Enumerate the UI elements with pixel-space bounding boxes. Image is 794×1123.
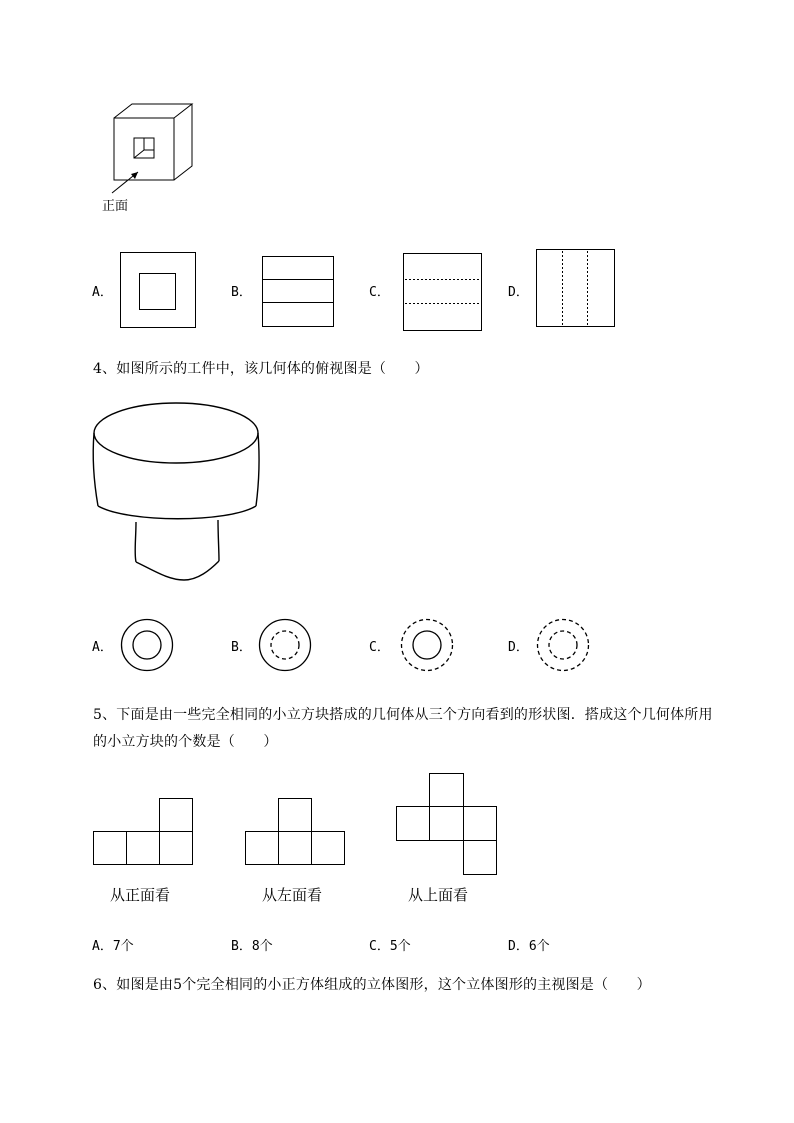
q3-option-b-label[interactable]: B． (231, 285, 252, 300)
q4-option-b-figure (258, 618, 312, 672)
q5-left-view-figure (245, 798, 347, 866)
q3-option-c-label[interactable]: C． (369, 285, 390, 300)
q5-front-view-figure (93, 798, 195, 866)
q3-option-a-figure (120, 252, 196, 328)
q5-option-a[interactable]: A．7个 (92, 939, 134, 954)
q3-option-a-label[interactable]: A． (92, 285, 113, 300)
q4-option-d-figure (536, 618, 590, 672)
q4-option-a-label[interactable]: A． (92, 640, 113, 655)
q4-option-d-label[interactable]: D． (508, 640, 529, 655)
q5-top-view-label: 从上面看 (408, 886, 469, 904)
q5-left-view-label: 从左面看 (262, 886, 323, 904)
q4-workpiece-figure (88, 398, 268, 588)
q3-option-c-figure (403, 253, 483, 331)
q4-option-c-label[interactable]: C． (369, 640, 390, 655)
q3-option-d-label[interactable]: D． (508, 285, 529, 300)
q4-option-c-figure (400, 618, 454, 672)
q3-option-d-figure (536, 249, 615, 328)
front-label: 正面 (102, 199, 129, 214)
q3-cube-figure (100, 100, 200, 190)
q4-option-a-figure (120, 618, 174, 672)
q5-front-view-label: 从正面看 (110, 886, 171, 904)
q3-option-b-figure (262, 256, 334, 328)
q5-question-text-line1: 5、下面是由一些完全相同的小立方块搭成的几何体从三个方向看到的形状图．搭成这个几何体所用 (93, 707, 713, 723)
q5-question-text-line2: 的小立方块的个数是（ ） (93, 734, 278, 750)
q4-option-b-label[interactable]: B． (231, 640, 252, 655)
q5-option-c[interactable]: C．5个 (369, 939, 411, 954)
q5-option-d[interactable]: D．6个 (508, 939, 550, 954)
q4-question-text: 4、如图所示的工件中，该几何体的俯视图是（ ） (93, 361, 429, 377)
q6-question-text: 6、如图是由5个完全相同的小正方体组成的立体图形，这个立体图形的主视图是（ ） (93, 977, 651, 993)
q5-top-view-figure (396, 773, 499, 876)
q5-option-b[interactable]: B．8个 (231, 939, 273, 954)
